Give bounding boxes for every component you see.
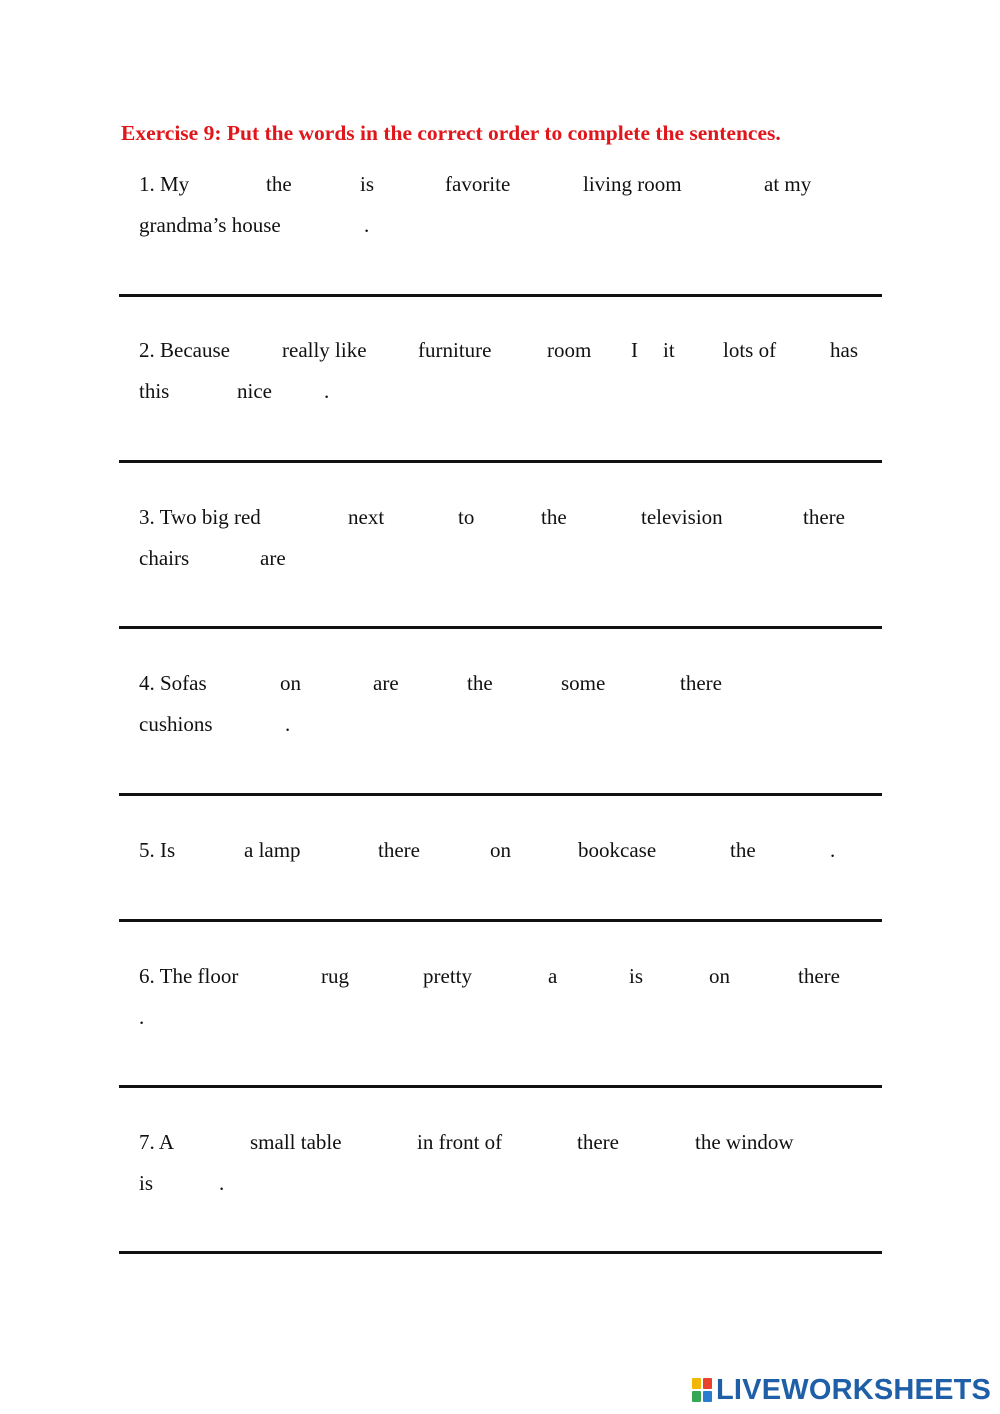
liveworksheets-logo bbox=[692, 1374, 991, 1406]
word-chip[interactable]: rug bbox=[321, 964, 349, 988]
word-chip[interactable]: has bbox=[830, 338, 858, 362]
word-chip[interactable]: on bbox=[709, 964, 730, 988]
word-chip[interactable]: 7. A bbox=[139, 1130, 175, 1154]
word-chip[interactable]: 2. Because bbox=[139, 338, 230, 362]
word-chip[interactable]: 3. Two big red bbox=[139, 505, 261, 529]
word-chip[interactable]: room bbox=[547, 338, 592, 362]
word-chip[interactable]: television bbox=[641, 505, 723, 529]
word-chip[interactable]: bookcase bbox=[578, 838, 657, 862]
word-chip[interactable]: at my bbox=[764, 172, 812, 196]
question-6 bbox=[139, 964, 879, 1034]
word-chip[interactable]: small table bbox=[250, 1130, 342, 1154]
word-chip[interactable]: I bbox=[631, 338, 638, 362]
word-chip[interactable]: on bbox=[490, 838, 511, 862]
word-chip[interactable]: 1. My bbox=[139, 172, 190, 196]
word-chip[interactable]: . bbox=[219, 1171, 225, 1195]
answer-line-3[interactable] bbox=[119, 626, 882, 629]
word-chip[interactable]: . bbox=[139, 1005, 145, 1029]
word-chip[interactable]: cushions bbox=[139, 712, 213, 736]
word-chip[interactable]: there bbox=[577, 1130, 619, 1154]
word-chip[interactable]: it bbox=[663, 338, 675, 362]
word-chip[interactable]: the bbox=[266, 172, 292, 196]
word-chip[interactable]: grandma’s house bbox=[139, 213, 281, 237]
word-chip[interactable]: a bbox=[548, 964, 558, 988]
question-7 bbox=[139, 1130, 879, 1200]
word-chip[interactable]: to bbox=[458, 505, 475, 529]
word-chip[interactable]: . bbox=[285, 712, 291, 736]
word-chip[interactable]: . bbox=[324, 379, 330, 403]
word-chip[interactable]: is bbox=[360, 172, 375, 196]
logo-text: LIVEWORKSHEETS bbox=[716, 1374, 992, 1406]
word-chip[interactable]: nice bbox=[237, 379, 272, 403]
word-chip[interactable]: the window bbox=[695, 1130, 794, 1154]
question-1 bbox=[139, 172, 879, 242]
logo-blocks-icon bbox=[692, 1377, 714, 1403]
word-chip[interactable]: living room bbox=[583, 172, 682, 196]
question-5 bbox=[139, 838, 879, 868]
answer-line-6[interactable] bbox=[119, 1085, 882, 1088]
word-chip[interactable]: 6. The floor bbox=[139, 964, 239, 988]
answer-line-2[interactable] bbox=[119, 460, 882, 463]
word-chip[interactable]: furniture bbox=[418, 338, 492, 362]
word-chip[interactable]: is bbox=[629, 964, 644, 988]
answer-line-4[interactable] bbox=[119, 793, 882, 796]
question-3 bbox=[139, 505, 879, 575]
word-chip[interactable]: the bbox=[541, 505, 567, 529]
word-chip[interactable]: in front of bbox=[417, 1130, 503, 1154]
word-chip[interactable]: a lamp bbox=[244, 838, 301, 862]
word-chip[interactable]: 5. Is bbox=[139, 838, 176, 862]
word-chip[interactable]: the bbox=[730, 838, 756, 862]
word-chip[interactable]: on bbox=[280, 671, 301, 695]
word-chip[interactable]: lots of bbox=[723, 338, 777, 362]
question-4 bbox=[139, 671, 879, 741]
word-chip[interactable]: there bbox=[803, 505, 845, 529]
word-chip[interactable]: pretty bbox=[423, 964, 472, 988]
word-chip[interactable]: is bbox=[139, 1171, 154, 1195]
word-chip[interactable]: . bbox=[830, 838, 836, 862]
answer-line-5[interactable] bbox=[119, 919, 882, 922]
word-chip[interactable]: there bbox=[798, 964, 840, 988]
question-2 bbox=[139, 338, 879, 408]
word-chip[interactable]: are bbox=[260, 546, 286, 570]
word-chip[interactable]: there bbox=[378, 838, 420, 862]
word-chip[interactable]: this bbox=[139, 379, 170, 403]
word-chip[interactable]: are bbox=[373, 671, 399, 695]
word-chip[interactable]: 4. Sofas bbox=[139, 671, 207, 695]
word-chip[interactable]: next bbox=[348, 505, 385, 529]
word-chip[interactable]: really like bbox=[282, 338, 367, 362]
answer-line-7[interactable] bbox=[119, 1251, 882, 1254]
word-chip[interactable]: favorite bbox=[445, 172, 511, 196]
answer-line-1[interactable] bbox=[119, 294, 882, 297]
word-chip[interactable]: some bbox=[561, 671, 606, 695]
word-chip[interactable]: there bbox=[680, 671, 722, 695]
word-chip[interactable]: chairs bbox=[139, 546, 190, 570]
word-chip[interactable]: . bbox=[364, 213, 370, 237]
word-chip[interactable]: the bbox=[467, 671, 493, 695]
exercise-title: Exercise 9: Put the words in the correct order to complete the sentences. bbox=[121, 121, 781, 145]
